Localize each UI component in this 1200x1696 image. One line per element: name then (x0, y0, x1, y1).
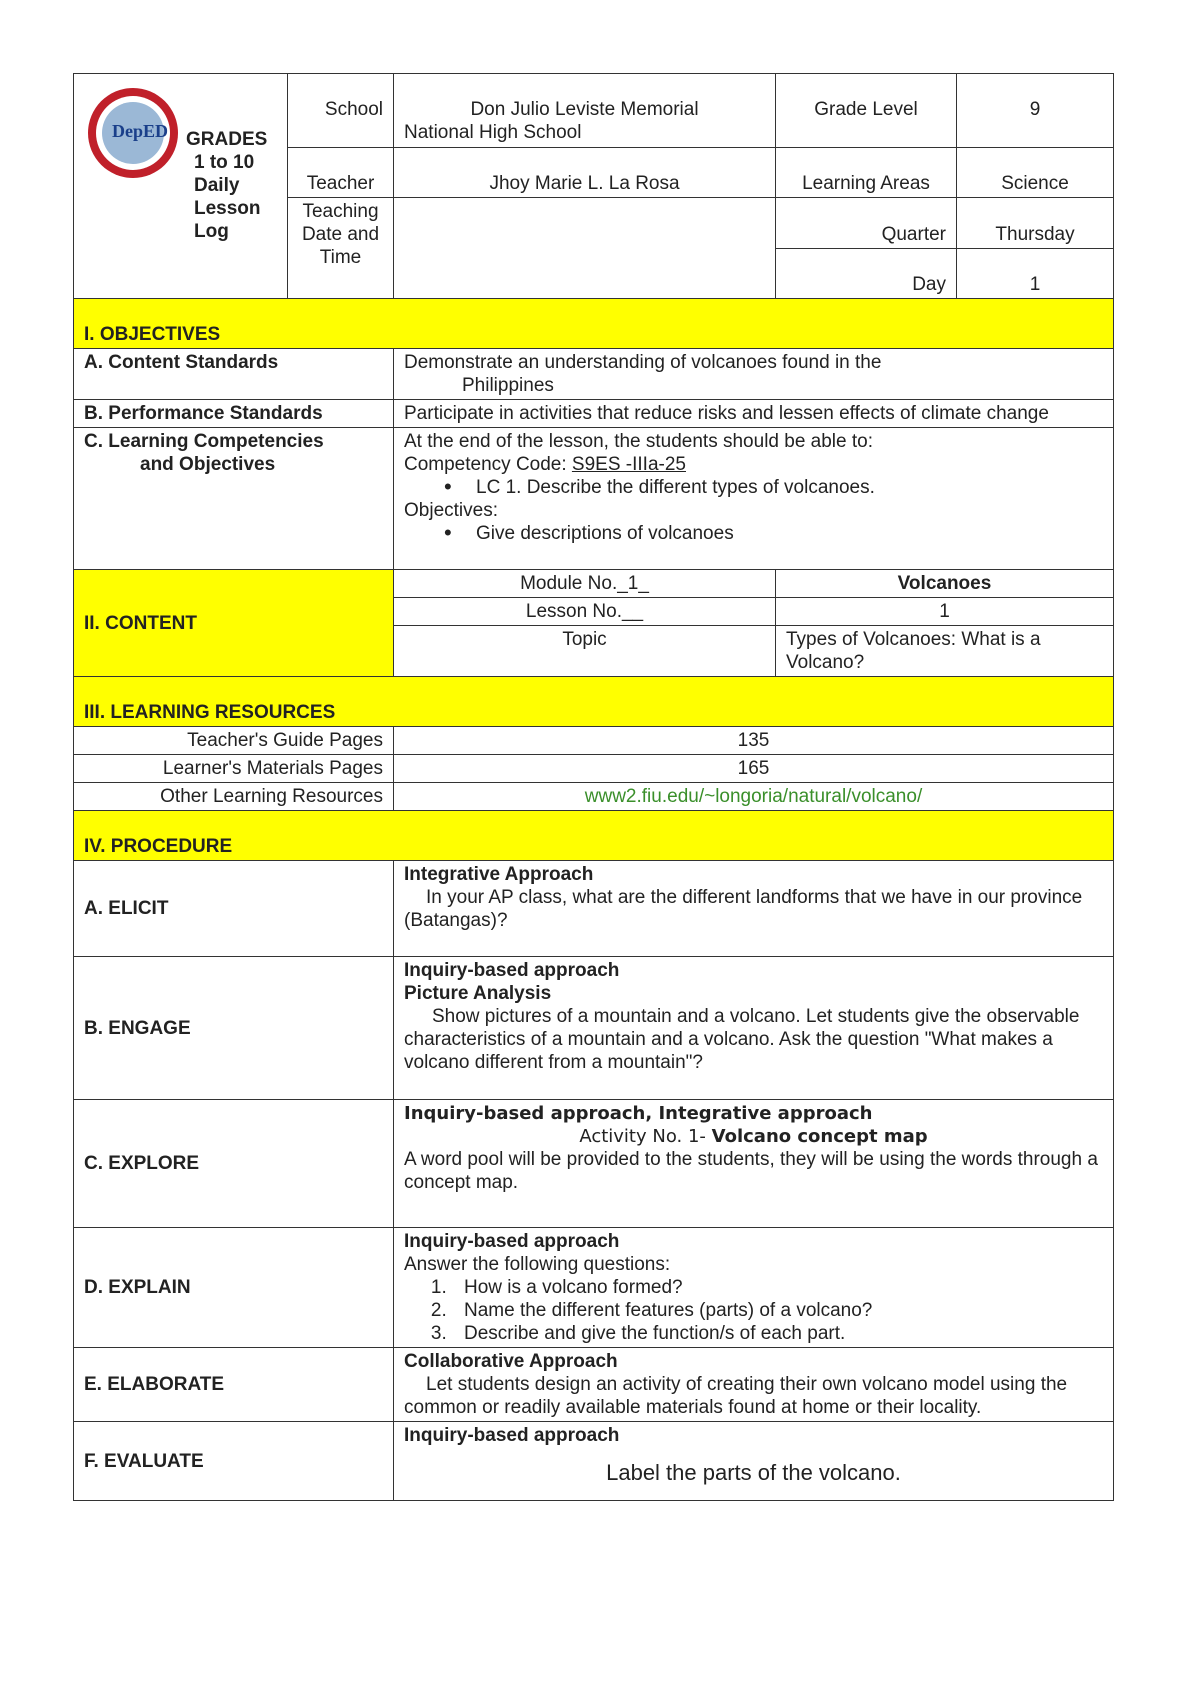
topic-value: Types of Volcanoes: What is a Volcano? (776, 626, 1114, 677)
logo-cell (74, 74, 288, 299)
explain-label: D. EXPLAIN (74, 1228, 394, 1348)
module-label: Module No._1_ (394, 570, 776, 598)
explore-label: C. EXPLORE (74, 1100, 394, 1228)
objective-item: • Give descriptions of volcanoes (444, 522, 1103, 545)
lesson-label: Lesson No.__ (394, 598, 776, 626)
learning-areas-value: Science (957, 148, 1114, 198)
module-value: Volcanoes (776, 570, 1114, 598)
content-standards-label: A. Content Standards (74, 349, 394, 400)
deped-seal-icon (88, 88, 178, 178)
evaluate-content: Inquiry-based approach Label the parts of the volcano. (394, 1422, 1114, 1501)
tg-pages-value: 135 (394, 727, 1114, 755)
grade-level-value: 9 (957, 74, 1114, 148)
procedure-heading: IV. PROCEDURE (74, 811, 1114, 861)
other-resources-label: Other Learning Resources (74, 783, 394, 811)
grade-level-label: Grade Level (776, 74, 957, 148)
teacher-label: Teacher (288, 148, 394, 198)
content-standards-value: Demonstrate an understanding of volcanoes found in the Philippines (394, 349, 1114, 400)
resources-heading: III. LEARNING RESOURCES (74, 677, 1114, 727)
logo-text: DepED (112, 121, 169, 141)
explore-content: Inquiry-based approach, Integrative approach Activity No. 1- Volcano concept map A word pool will be provided to the students, they will be using the words through a concept map. (394, 1100, 1114, 1228)
elaborate-label: E. ELABORATE (74, 1348, 394, 1422)
daily-lesson-log-table (73, 73, 1114, 1501)
explain-content: Inquiry-based approach Answer the following questions: 1. How is a volcano formed? 2. Name the different features (parts) of a volcano? 3. Describe and give the function/s of each part. (394, 1228, 1114, 1348)
tg-pages-label: Teacher's Guide Pages (74, 727, 394, 755)
learning-areas-label: Learning Areas (776, 148, 957, 198)
elaborate-content: Collaborative Approach Let students design an activity of creating their own volcano model using the common or readily available materials found at home or their locality. (394, 1348, 1114, 1422)
objectives-heading: I. OBJECTIVES (74, 299, 1114, 349)
topic-label: Topic (394, 626, 776, 677)
competency-code: S9ES -IIIa-25 (571, 454, 686, 475)
other-resources-link[interactable]: www2.fiu.edu/~longoria/natural/volcano/ (394, 783, 1114, 811)
teaching-date-value (394, 198, 776, 299)
lm-pages-value: 165 (394, 755, 1114, 783)
school-value: Don Julio Leviste Memorial National High School (394, 74, 776, 148)
grades-label: GRADES 1 to 10 Daily Lesson Log (186, 129, 268, 242)
content-heading: II. CONTENT (74, 570, 394, 677)
evaluate-label: F. EVALUATE (74, 1422, 394, 1501)
performance-standards-value: Participate in activities that reduce risks and lessen effects of climate change (394, 400, 1114, 428)
engage-content: Inquiry-based approach Picture Analysis Show pictures of a mountain and a volcano. Let students give the observable characteristics of a mountain and a volcano. Ask the question "What makes a volcano different from a mountain"? (394, 957, 1114, 1100)
lm-pages-label: Learner's Materials Pages (74, 755, 394, 783)
elicit-content: Integrative Approach In your AP class, what are the different landforms that we have in our province (Batangas)? (394, 861, 1114, 957)
day-value: 1 (957, 249, 1114, 299)
day-label: Day (776, 249, 957, 299)
competencies-value: At the end of the lesson, the students should be able to: Competency Code: S9ES -IIIa-25 • LC 1. Describe the different types of volcanoes. Objectives: • Give descriptions of volcanoes (394, 428, 1114, 570)
competencies-label: C. Learning Competencies and Objectives (74, 428, 394, 570)
performance-standards-label: B. Performance Standards (74, 400, 394, 428)
teacher-value: Jhoy Marie L. La Rosa (394, 148, 776, 198)
engage-label: B. ENGAGE (74, 957, 394, 1100)
quarter-label: Quarter (776, 198, 957, 249)
quarter-value: Thursday (957, 198, 1114, 249)
elicit-label: A. ELICIT (74, 861, 394, 957)
lesson-value: 1 (776, 598, 1114, 626)
school-label: School (288, 74, 394, 148)
lc-item: • LC 1. Describe the different types of volcanoes. (444, 476, 1103, 499)
teaching-date-label: Teaching Date and Time (288, 198, 394, 299)
